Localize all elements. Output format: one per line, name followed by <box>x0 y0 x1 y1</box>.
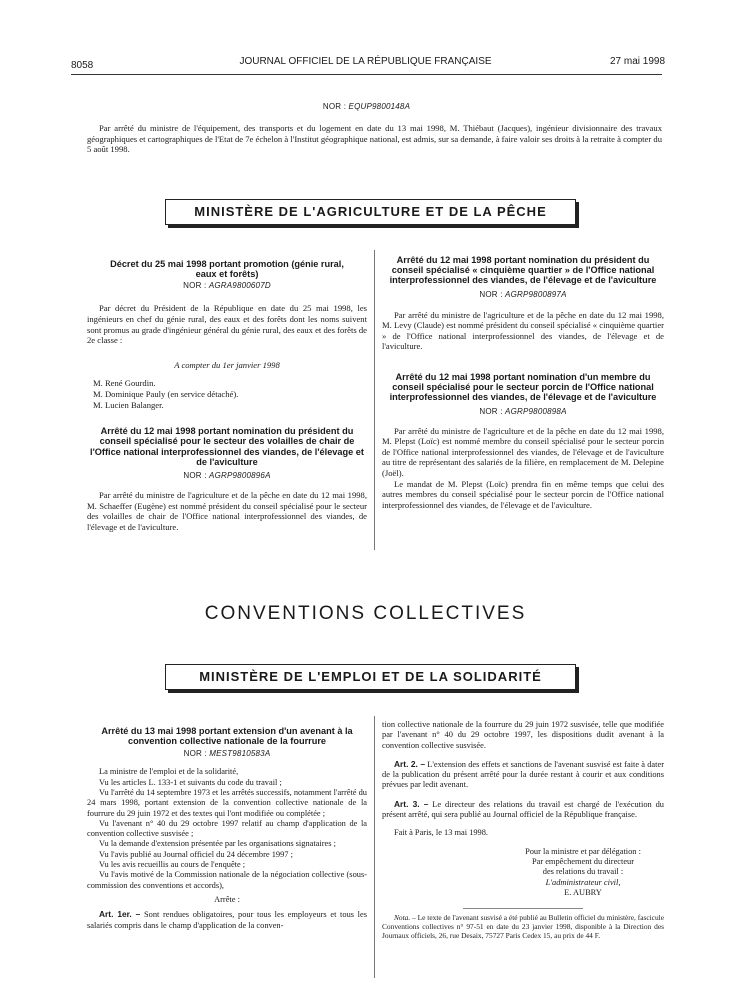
top-notice-paragraph: Par arrêté du ministre de l'équipement, des transports et du logement en date du 13 mai 1998, M. Thiébaut (Jacques), ingénieur divisionnaire des travaux géographiques et cartographiques de l'Etat de 7e échelon à l'Institut géographique national, est admis, sur sa demande, à faire valoir ses droits à la retraite à compter du 5 août 1998. <box>87 123 662 155</box>
article-text: Le directeur des relations du travail est chargé de l'exécution du présent arrêté, qui sera publié au Journal officiel de la République française. <box>382 799 664 820</box>
nor-label: NOR : <box>183 749 210 759</box>
article-label: Art. 3. – <box>394 798 429 809</box>
ministry-agriculture-banner: MINISTÈRE DE L'AGRICULTURE ET DE LA PÊCHE <box>165 199 576 225</box>
visa-line: Vu les articles L. 133-1 et suivants du code du travail ; <box>99 777 282 787</box>
fait-a-paris: Fait à Paris, le 13 mai 1998. <box>394 828 488 838</box>
arrete3-paragraph: Le mandat de M. Plepst (Loïc) prendra fin en même temps que celui des autres membres du conseil spécialisé pour le secteur porcin de l'Office national interprofessionnel des viandes, de l'élevage et de l'aviculture. <box>382 478 664 510</box>
decret-date: A compter du 1er janvier 1998 <box>174 359 280 370</box>
arrete3-title: Arrêté du 12 mai 1998 portant nomination d'un membre du conseil spécialisé pour le secteur porcin de l'Office national interprofessionnel des viandes, de l'élevage et de l'aviculture <box>389 371 657 403</box>
decret-nor <box>87 281 367 290</box>
names-list <box>87 378 367 410</box>
signature-line: Pour la ministre et par délégation : <box>525 846 641 856</box>
nor-code: AGRP9800897A <box>505 289 567 299</box>
nor-label: NOR : <box>183 281 209 291</box>
signature-line: Par empêchement du directeur <box>531 856 635 866</box>
nor-code: MEST9810583A <box>209 749 271 759</box>
articles <box>382 720 664 940</box>
issue-date: 27 mai 1998 <box>610 56 666 67</box>
nor-label: NOR : <box>479 406 506 416</box>
article-text: L'extension des effets et sanctions de l'avenant susvisé est faite à dater de la publication du présent arrêté pour la durée restant à courir et aux conditions prévues par ledit avenant. <box>382 759 664 790</box>
signature-line: des relations du travail : <box>542 867 624 877</box>
column-divider-bottom <box>374 716 375 978</box>
article-label: Art. 1er. – <box>99 909 141 920</box>
arrete2-nor <box>382 290 664 299</box>
arrete1-body <box>87 490 367 532</box>
note-rule <box>463 908 583 909</box>
page-number: 8058 <box>71 60 94 71</box>
arrete3-paragraph: Par arrêté du ministre de l'agriculture et de la pêche en date du 12 mai 1998, M. Plepst (Loïc) est nommé membre du conseil spécialisé pour le secteur porcin de l'Office national interprofessionnel des viandes, de l'élevage et de l'aviculture au titre de représentant des salariés de la filière, en remplacement de M. Delepine (Joël). <box>382 425 664 478</box>
article-2 <box>382 759 664 791</box>
nor-code: EQUP9800148A <box>348 102 411 111</box>
visa-line: Vu l'avis publié au Journal officiel du 24 décembre 1997 ; <box>99 849 293 859</box>
article-1 <box>87 909 367 931</box>
name-item: M. Lucien Balanger. <box>93 399 164 410</box>
nor-label: NOR : <box>322 102 349 111</box>
fourrure-title: Arrêté du 13 mai 1998 portant extension d'un avenant à la convention collective nationale de la fourrure <box>101 726 353 747</box>
nor-code: AGRP9800896A <box>209 470 271 480</box>
column-divider <box>374 250 375 550</box>
bottom-left-column <box>87 726 367 931</box>
bottom-right-column <box>382 720 664 940</box>
arrete1-paragraph: Par arrêté du ministre de l'agriculture et de la pêche en date du 12 mai 1998, M. Schaeffer (Eugène) est nommé président du conseil spécialisé pour le secteur des volailles de chair de l'Office national interprofessionnel des viandes, de l'élevage et de l'aviculture. <box>87 489 367 532</box>
visa-line: Vu la demande d'extension présentée par les organisations signataires ; <box>99 839 336 849</box>
arrete2-paragraph: Par arrêté du ministre de l'agriculture et de la pêche en date du 12 mai 1998, M. Levy (Claude) est nommé président du conseil spécialisé « cinquième quartier » de l'Office national interprofessionnel des viandes, de l'élevage et de l'aviculture. <box>382 309 664 352</box>
visa-line: Vu les avis recueillis au cours de l'enquête ; <box>99 860 246 870</box>
header-rule <box>71 74 662 75</box>
section-title: CONVENTIONS COLLECTIVES <box>204 603 527 624</box>
ministry-emploi-banner: MINISTÈRE DE L'EMPLOI ET DE LA SOLIDARITÉ <box>165 664 576 690</box>
decret-title: Décret du 25 mai 1998 portant promotion (génie rural, eaux et forêts) <box>110 259 344 280</box>
visas <box>87 767 367 930</box>
nor-code: AGRA9800607D <box>208 281 271 291</box>
arrete3-body <box>382 426 664 511</box>
decret-paragraph: Par décret du Président de la République en date du 25 mai 1998, les ingénieurs en chef du génie rural, des eaux et des forêts dont les noms suivent sont promus au grade d'ingénieur général du génie rural, des eaux et des forêts de 2e classe : <box>87 303 367 346</box>
nota-text: Le texte de l'avenant susvisé a été publié au Bulletin officiel du ministère, fascicule Conventions collectives n° 97-51 en date du 23 janvier 1998, disponible à la Direction des Journaux officiels, 26, rue Desaix, 75727 Paris Cedex 15, au prix de 44 F. <box>382 913 664 941</box>
nota-label: Nota. – <box>394 913 416 923</box>
journal-title: JOURNAL OFFICIEL DE LA RÉPUBLIQUE FRANÇAISE <box>239 56 492 67</box>
arrete2-title: Arrêté du 12 mai 1998 portant nomination du président du conseil spécialisé « cinquième quartier » de l'Office national interprofessionnel des viandes, de l'élevage et de l'aviculture <box>389 255 657 286</box>
decret-body <box>87 303 367 345</box>
arrete2-body <box>382 310 664 352</box>
continuation-paragraph: tion collective nationale de la fourrure du 29 juin 1972 susvisée, telle que modifiée par l'avenant n° 40 du 29 octobre 1997, les dispositions dudit avenant à la convention collective susvisée. <box>382 720 664 750</box>
visa-line: Vu l'avis motivé de la Commission nationale de la négociation collective (sous-commission des conventions et accords), <box>87 870 367 890</box>
article-label: Art. 2. – <box>394 758 426 769</box>
top-notice-text <box>87 123 662 155</box>
arrete-word: Arrête : <box>214 894 240 904</box>
arrete1-nor <box>87 471 367 480</box>
arrete3-nor <box>382 407 664 416</box>
name-item: M. René Gourdin. <box>93 378 156 389</box>
name-item: M. Dominique Pauly (en service détaché). <box>93 388 239 399</box>
article-3 <box>382 799 664 821</box>
right-column <box>382 255 664 510</box>
arrete1-title: Arrêté du 12 mai 1998 portant nomination du président du conseil spécialisé pour le secteur des volailles de chair de l'Office national interprofessionnel des viandes, de l'élevage et de l'aviculture <box>90 426 364 467</box>
article-text: Sont rendues obligatoires, pour tous les employeurs et tous les salariés compris dans le champ d'application de la conven- <box>87 910 367 930</box>
nota <box>382 913 664 940</box>
visa-line: La ministre de l'emploi et de la solidarité, <box>99 767 239 777</box>
signature-line: L'administrateur civil, <box>545 877 621 887</box>
nor-code: AGRP9800898A <box>505 406 567 416</box>
nor-label: NOR : <box>479 289 506 299</box>
top-nor <box>71 102 662 111</box>
visa-line: Vu l'arrêté du 14 septembre 1973 et les arrêtés successifs, notamment l'arrêté du 24 mars 1998, portant extension de la convention collective nationale de la fourrure du 29 juin 1972 et des textes qui l'ont modifiée ou complétée ; <box>87 788 367 818</box>
nor-label: NOR : <box>183 470 210 480</box>
signatory-name: E. AUBRY <box>564 887 602 897</box>
fourrure-nor <box>87 749 367 758</box>
left-column <box>87 259 367 532</box>
signature-block <box>382 847 664 898</box>
visa-line: Vu l'avenant n° 40 du 29 octobre 1997 relatif au champ d'application de la convention collective susvisée ; <box>87 818 367 839</box>
